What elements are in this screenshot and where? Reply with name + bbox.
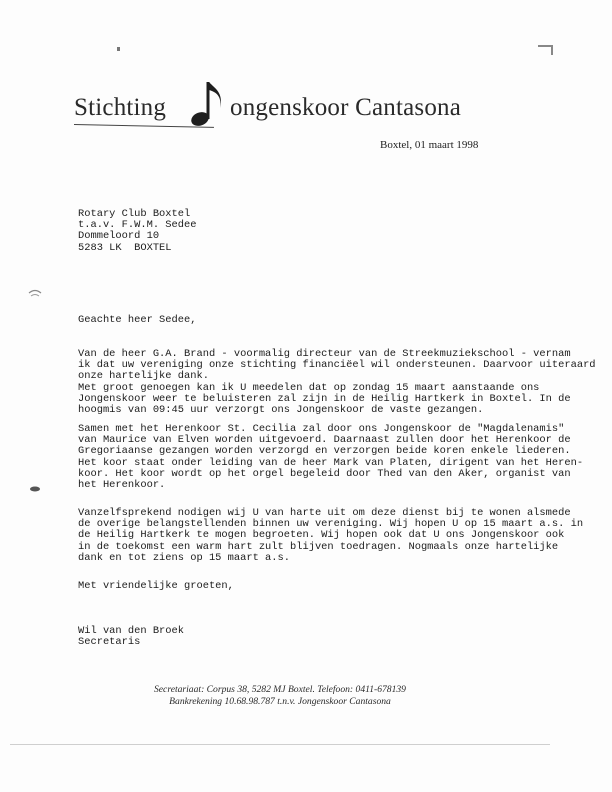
address-line: 5283 LK BOXTEL (78, 241, 172, 254)
body-paragraph-2 (78, 424, 583, 491)
scan-speck (117, 47, 120, 51)
text-line: de Heilig Hartkerk te mogen begroeten. Wij hopen ook dat U ons Jongenskoor ook (78, 529, 565, 542)
letter-date: Boxtel, 01 maart 1998 (380, 139, 479, 151)
footer-bank-line: Bankrekening 10.68.98.787 t.n.v. Jongenskoor Cantasona (169, 696, 391, 707)
text-line: koor. Het koor wordt op het orgel begeleid door Thed van den Aker, organist van (78, 467, 571, 480)
text-line: Gregoriaanse gezangen worden verzorgd en verzorgen beide koren enkele liederen. (78, 445, 571, 458)
text-line: Met groot genoegen kan ik U meedelen dat op zondag 15 maart aanstaande ons (78, 381, 540, 394)
text-line: Vanzelfsprekend nodigen wij U van harte uit om deze dienst bij te wonen alsmede (78, 507, 571, 519)
punch-hole-mark (28, 484, 42, 494)
scan-edge-mark (551, 45, 553, 55)
text-line: de overige belangstellenden binnen uw vereniging. Wij hopen U op 15 maart a.s. in (78, 518, 584, 531)
scan-edge-mark (538, 45, 552, 47)
text-line: in de toekomst een warm hart zult blijven toedragen. Nogmaals onze hartelijke (78, 540, 559, 553)
signature-block (78, 626, 184, 648)
music-note-icon (184, 78, 228, 128)
address-line: t.a.v. F.W.M. Sedee (78, 219, 197, 232)
address-line: Dommeloord 10 (78, 230, 160, 243)
signer-title: Secretaris (78, 636, 141, 649)
closing-line: Met vriendelijke groeten, (78, 580, 234, 592)
text-line: onze hartelijke dank. (78, 370, 209, 383)
body-paragraph-3 (78, 508, 583, 564)
signer-name: Wil van den Broek (78, 625, 185, 637)
letterhead-title-right: ongenskoor Cantasona (230, 94, 462, 121)
scan-bottom-edge (10, 744, 550, 745)
punch-hole-mark (28, 289, 42, 299)
text-line: Samen met het Herenkoor St. Cecilia zal door ons Jongenskoor de "Magdalenamis" (78, 423, 565, 435)
text-line: dank en tot ziens op 15 maart a.s. (78, 551, 291, 564)
letterhead-title-left: Stichting (74, 94, 167, 121)
text-line: Het koor staat onder leiding van de heer Mark van Platen, dirigent van het Heren- (78, 456, 584, 469)
letter-footer (100, 684, 460, 708)
text-line: ik dat uw vereniging onze stichting financiëel wil ondersteunen. Daarvoor uiteraard (78, 359, 596, 372)
text-line: Jongenskoor weer te beluisteren zal zijn in de Heilig Hartkerk in Boxtel. In de (78, 392, 571, 405)
body-paragraph-1 (78, 349, 596, 416)
text-line: Van de heer G.A. Brand - voormalig directeur van de Streekmuziekschool - vernam (78, 348, 571, 360)
address-line: Rotary Club Boxtel (78, 208, 191, 220)
salutation: Geachte heer Sedee, (78, 314, 197, 326)
text-line: hoogmis van 09:45 uur verzorgt ons Jongenskoor de vaste gezangen. (78, 404, 484, 417)
footer-address-line: Secretariaat: Corpus 38, 5282 MJ Boxtel. Telefoon: 0411-678139 (154, 684, 406, 695)
text-line: het Herenkoor. (78, 479, 166, 492)
text-line: van Maurice van Elven worden uitgevoerd. Daarnaast zullen door het Herenkoor de (78, 434, 571, 447)
letterhead (74, 78, 484, 128)
recipient-address (78, 209, 196, 254)
